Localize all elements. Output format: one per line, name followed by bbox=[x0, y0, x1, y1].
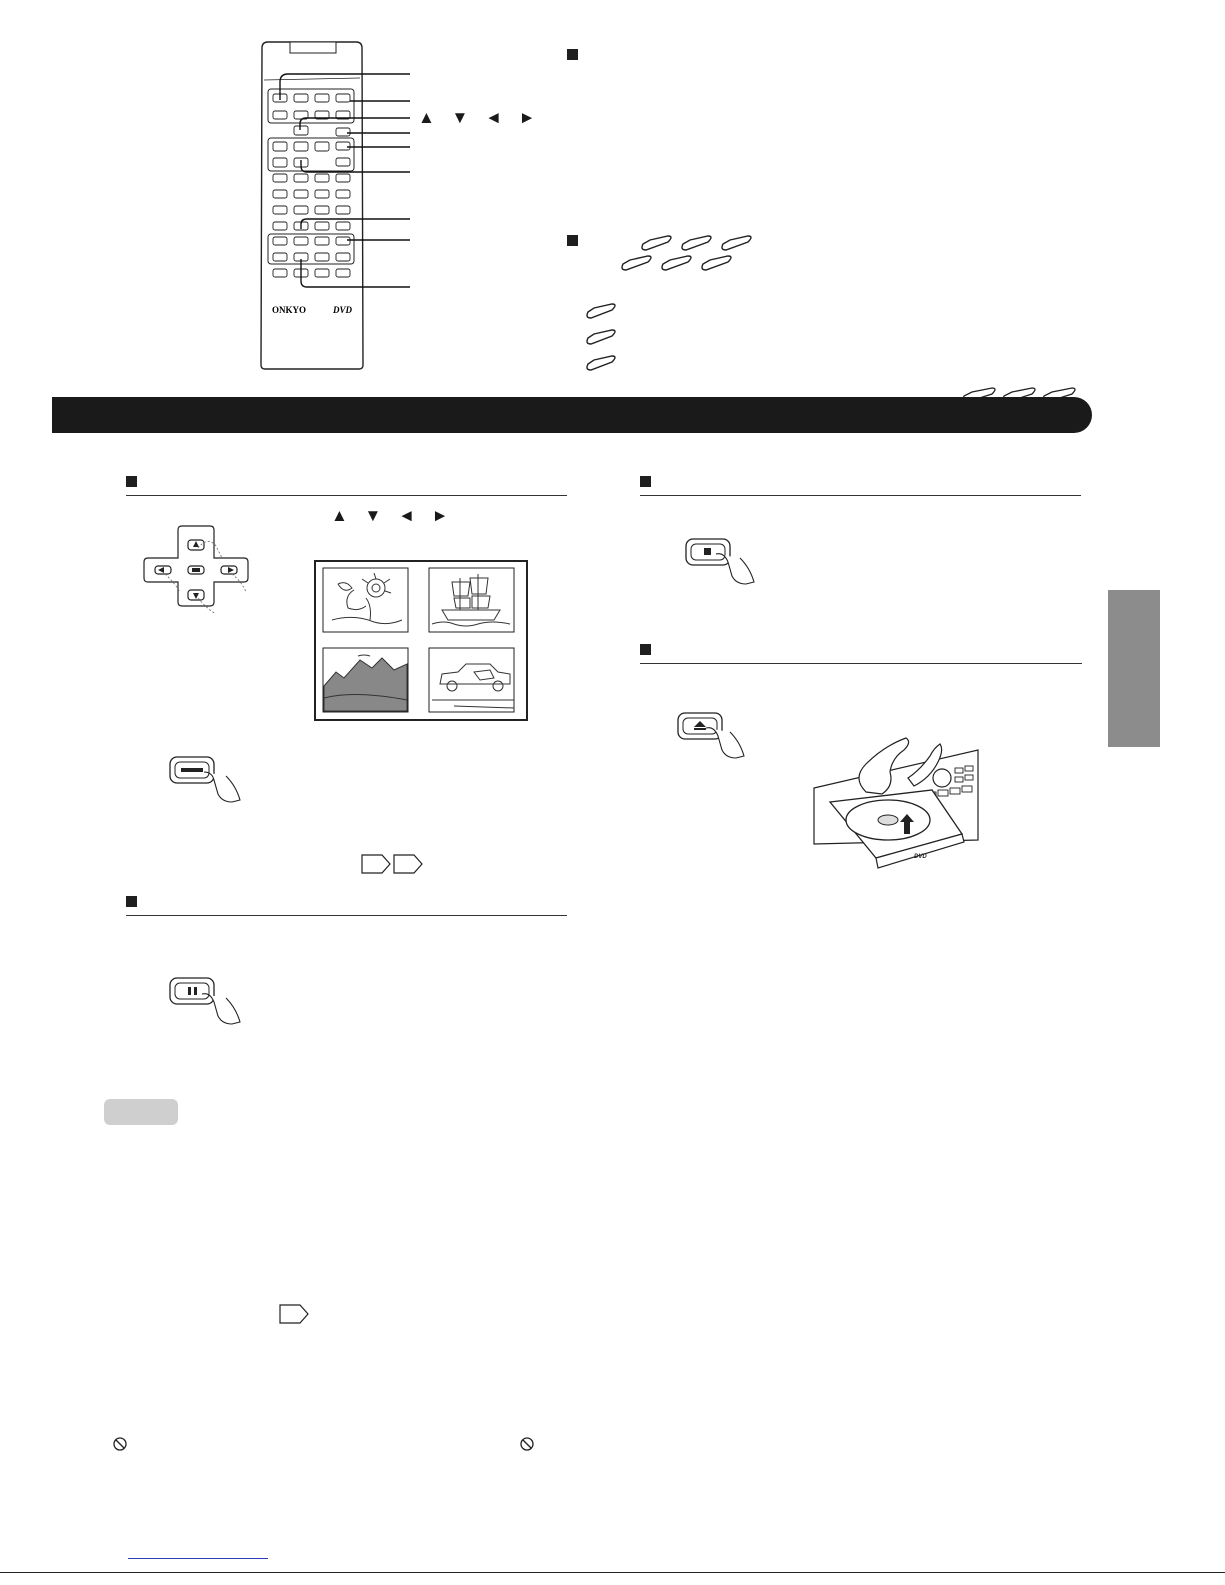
page-arrow-box-icon bbox=[394, 855, 422, 873]
disc-format-list-icons bbox=[582, 296, 622, 372]
section-marker-icon bbox=[567, 49, 578, 60]
remote-arrow-keys-label: ▲ ▼ ◄ ► bbox=[418, 108, 542, 127]
disc-oval-icon bbox=[622, 256, 651, 270]
page-arrow-box-icon bbox=[362, 855, 390, 873]
disc-oval-icon bbox=[587, 356, 615, 370]
note-badge bbox=[104, 1099, 178, 1125]
disc-tray-illustration bbox=[812, 734, 982, 878]
direction-arrow-keys-label: ▲ ▼ ◄ ► bbox=[331, 506, 455, 525]
disc-oval-icon bbox=[642, 236, 671, 250]
remote-control-illustration bbox=[255, 38, 525, 373]
disc-format-icons bbox=[610, 228, 770, 272]
section-marker-icon bbox=[640, 644, 651, 655]
section-marker-icon bbox=[640, 476, 651, 487]
enter-button-illustration bbox=[164, 754, 248, 806]
section-rule bbox=[126, 915, 567, 916]
dvd-logo: DVD bbox=[333, 305, 353, 315]
section-rule bbox=[640, 663, 1082, 664]
section-marker-icon bbox=[567, 235, 578, 246]
stop-button-illustration bbox=[680, 536, 764, 590]
side-tab bbox=[1108, 590, 1160, 747]
disc-oval-icon bbox=[682, 236, 711, 250]
page-reference-icon bbox=[278, 1302, 318, 1326]
footer-rule bbox=[0, 1572, 1225, 1573]
image-grid bbox=[314, 560, 528, 721]
disc-oval-icon bbox=[587, 304, 615, 318]
disc-oval-icon bbox=[587, 330, 615, 344]
page-reference-icons bbox=[360, 852, 430, 876]
eject-button-illustration bbox=[672, 710, 756, 766]
pause-button-illustration bbox=[164, 974, 248, 1028]
prohibited-icon bbox=[519, 1436, 535, 1452]
svg-text:DVD: DVD bbox=[914, 854, 927, 860]
disc-oval-icon bbox=[722, 236, 751, 250]
disc-oval-icon bbox=[702, 256, 731, 270]
title-bar bbox=[52, 397, 1092, 433]
page-arrow-box-icon bbox=[280, 1305, 308, 1323]
onkyo-logo: ONKYO bbox=[272, 305, 307, 315]
prohibited-icon bbox=[112, 1436, 128, 1452]
section-rule bbox=[640, 495, 1081, 496]
direction-pad-illustration bbox=[138, 522, 258, 618]
disc-oval-icon bbox=[662, 256, 691, 270]
section-marker-icon bbox=[126, 476, 137, 487]
section-rule bbox=[126, 495, 567, 496]
footer-link-underline[interactable] bbox=[128, 1558, 268, 1559]
section-marker-icon bbox=[126, 896, 137, 907]
